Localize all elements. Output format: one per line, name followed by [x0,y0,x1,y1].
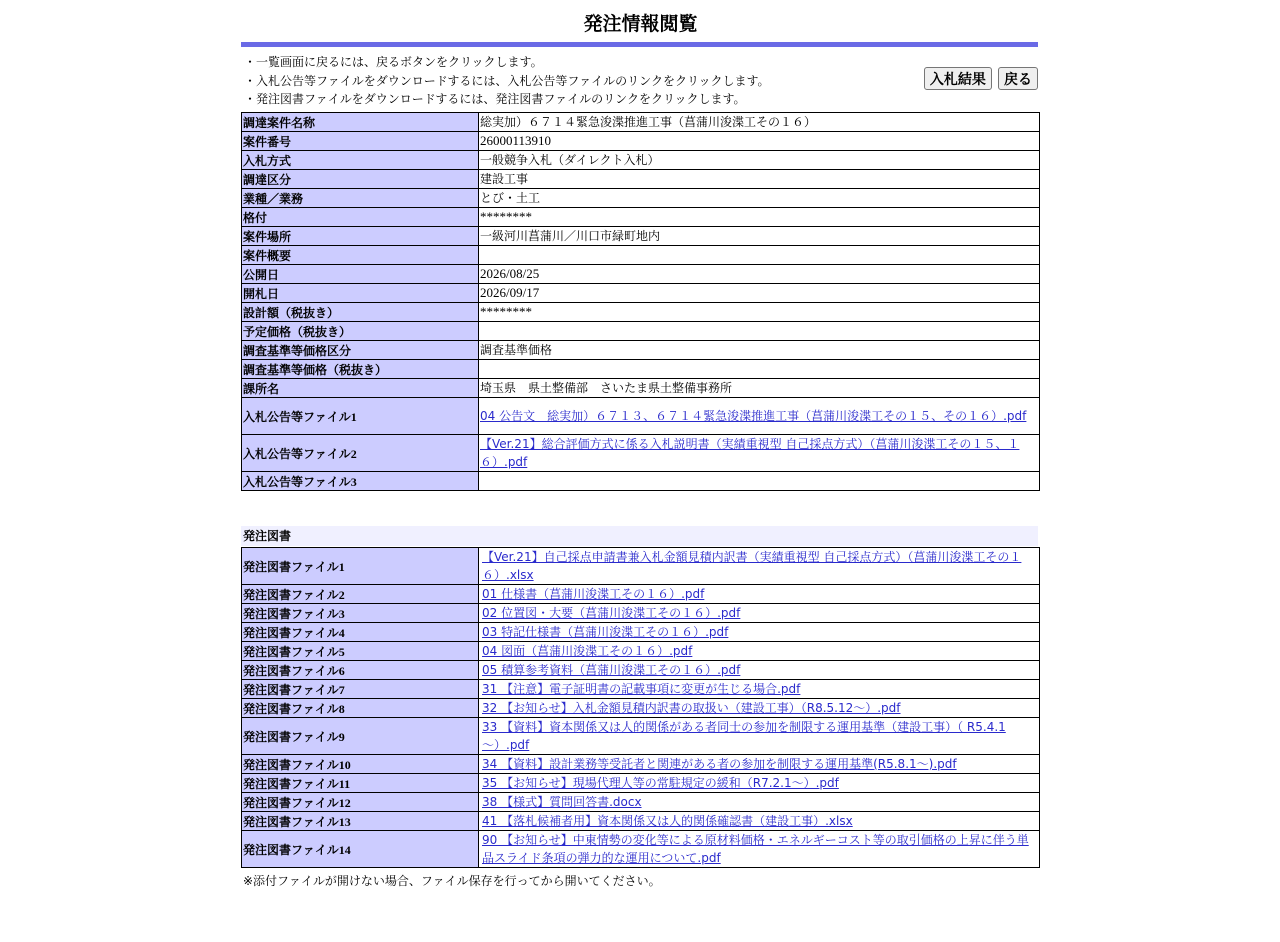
row-label: 発注図書ファイル1 [242,548,479,585]
file-link[interactable]: 34 【資料】設計業務等受託者と関連がある者の参加を制限する運用基準(R5.8.1～).pdf [482,757,957,771]
row-label: 業種／業務 [242,189,479,208]
table-row [242,360,1040,379]
row-value: 建設工事 [479,170,1040,189]
row-value [479,623,1040,642]
file-link[interactable]: 04 図面（菖蒲川浚渫工その１６）.pdf [482,644,693,658]
row-value [479,774,1040,793]
table-row [242,265,1040,284]
table-row [242,623,1040,642]
row-label: 予定価格（税抜き） [242,322,479,341]
row-value [479,755,1040,774]
row-value [479,812,1040,831]
row-label: 調査基準等価格（税抜き） [242,360,479,379]
page-container [241,0,1040,889]
row-label: 発注図書ファイル9 [242,718,479,755]
row-label: 発注図書ファイル3 [242,604,479,623]
table-row [242,680,1040,699]
row-label: 入札公告等ファイル2 [242,435,479,472]
file-link[interactable]: 03 特記仕様書（菖蒲川浚渫工その１６）.pdf [482,625,729,639]
row-label: 入札公告等ファイル1 [242,398,479,435]
row-label: 発注図書ファイル2 [242,585,479,604]
row-value [479,680,1040,699]
file-link[interactable]: 04 公告文 総実加）６７１３、６７１４緊急浚渫推進工事（菖蒲川浚渫工その１５、その１６）.pdf [480,409,1027,423]
table-row [242,189,1040,208]
row-value [479,604,1040,623]
table-row [242,303,1040,322]
table-row [242,642,1040,661]
file-link[interactable]: 01 仕様書（菖蒲川浚渫工その１６）.pdf [482,587,705,601]
row-label: 発注図書ファイル10 [242,755,479,774]
row-label: 設計額（税抜き） [242,303,479,322]
table-row [242,793,1040,812]
file-link[interactable]: 32 【お知らせ】入札金額見積内訳書の取扱い（建設工事）（R8.5.12～）.pdf [482,701,901,715]
row-label: 発注図書ファイル11 [242,774,479,793]
row-label: 発注図書ファイル5 [242,642,479,661]
table-row [242,718,1040,755]
file-link[interactable]: 【Ver.21】総合評価方式に係る入札説明書（実績重視型 自己採点方式）（菖蒲川浚渫工その１５、１６）.pdf [480,437,1020,469]
table-row [242,831,1040,868]
row-label: 開札日 [242,284,479,303]
row-label: 発注図書ファイル12 [242,793,479,812]
table-row [242,585,1040,604]
row-value: 一般競争入札（ダイレクト入札） [479,151,1040,170]
instructions-list [241,47,1040,109]
table-row [242,151,1040,170]
row-value [479,398,1040,435]
row-label: 課所名 [242,379,479,398]
row-value: 総実加）６７１４緊急浚渫推進工事（菖蒲川浚渫工その１６） [479,113,1040,132]
table-row [242,284,1040,303]
table-row [242,227,1040,246]
row-value: 埼玉県 県土整備部 さいたま県土整備事務所 [479,379,1040,398]
instruction-item: ・ 一覧画面に戻るには、戻るボタンをクリックします。 [244,53,1040,72]
files-table [241,547,1040,868]
row-value: 2026/09/17 [479,284,1040,303]
file-link[interactable]: 05 積算参考資料（菖蒲川浚渫工その１６）.pdf [482,663,741,677]
row-label: 入札公告等ファイル3 [242,472,479,491]
table-row [242,774,1040,793]
row-label: 発注図書ファイル7 [242,680,479,699]
file-link[interactable]: 38 【様式】質問回答書.docx [482,795,642,809]
table-row [242,113,1040,132]
row-value: 一級河川菖蒲川／川口市緑町地内 [479,227,1040,246]
row-label: 案件番号 [242,132,479,151]
row-value [479,699,1040,718]
page-title: 発注情報閲覧 [583,13,698,35]
table-row [242,208,1040,227]
row-value [479,642,1040,661]
row-label: 公開日 [242,265,479,284]
row-label: 発注図書ファイル8 [242,699,479,718]
file-link[interactable]: 90 【お知らせ】中東情勢の変化等による原材料価格・エネルギーコスト等の取引価格の上昇に伴う単品スライド条項の弾力的な運用について.pdf [482,833,1029,865]
row-value: とび・土工 [479,189,1040,208]
file-link[interactable]: 【Ver.21】自己採点申請書兼入札金額見積内訳書（実績重視型 自己採点方式）（菖蒲川浚渫工その１６）.xlsx [482,550,1022,582]
file-link[interactable]: 33 【資料】資本関係又は人的関係がある者同士の参加を制限する運用基準（建設工事）（ R5.4.1～）.pdf [482,720,1006,752]
row-value: 調査基準価格 [479,341,1040,360]
instructions-area [241,47,1040,105]
table-row [242,170,1040,189]
table-row [242,341,1040,360]
instruction-item: ・ 発注図書ファイルをダウンロードするには、発注図書ファイルのリンクをクリックします。 [244,90,1040,109]
row-value [479,718,1040,755]
row-value [479,793,1040,812]
file-link[interactable]: 31 【注意】電子証明書の記載事項に変更が生じる場合.pdf [482,682,801,696]
table-row [242,322,1040,341]
row-value: 2026/08/25 [479,265,1040,284]
file-link[interactable]: 35 【お知らせ】現場代理人等の常駐規定の緩和（R7.2.1～）.pdf [482,776,839,790]
row-label: 発注図書ファイル6 [242,661,479,680]
section-title: 発注図書 [241,526,1038,546]
table-row [242,379,1040,398]
row-label: 発注図書ファイル13 [242,812,479,831]
table-row [242,246,1040,265]
row-value [479,246,1040,265]
row-value [479,585,1040,604]
row-label: 入札方式 [242,151,479,170]
row-value [479,831,1040,868]
row-value [479,472,1040,491]
row-label: 案件概要 [242,246,479,265]
row-value [479,360,1040,379]
detail-table [241,112,1040,491]
row-value [479,322,1040,341]
row-value [479,661,1040,680]
row-value [479,548,1040,585]
row-label: 案件場所 [242,227,479,246]
row-label: 発注図書ファイル4 [242,623,479,642]
instruction-item: ・ 入札公告等ファイルをダウンロードするには、入札公告等ファイルのリンクをクリックします。 [244,72,1040,91]
table-row [242,755,1040,774]
table-row [242,398,1040,435]
row-label: 調達案件名称 [242,113,479,132]
table-row [242,661,1040,680]
row-value: ******** [479,208,1040,227]
back-button[interactable]: 戻る [998,67,1038,90]
row-label: 調達区分 [242,170,479,189]
table-row [242,472,1040,491]
row-value [479,435,1040,472]
button-group [923,67,1038,90]
table-row [242,132,1040,151]
table-row [242,435,1040,472]
table-row [242,604,1040,623]
row-value: ******** [479,303,1040,322]
row-value: 26000113910 [479,132,1040,151]
file-link[interactable]: 02 位置図・大要（菖蒲川浚渫工その１６）.pdf [482,606,741,620]
row-label: 格付 [242,208,479,227]
table-row [242,548,1040,585]
bid-result-button[interactable]: 入札結果 [924,67,992,90]
row-label: 調査基準等価格区分 [242,341,479,360]
row-label: 発注図書ファイル14 [242,831,479,868]
table-row [242,699,1040,718]
table-row [242,812,1040,831]
footer-note: ※添付ファイルが開けない場合、ファイル保存を行ってから開いてください。 [243,874,661,888]
file-link[interactable]: 41 【落札候補者用】資本関係又は人的関係確認書（建設工事）.xlsx [482,814,853,828]
